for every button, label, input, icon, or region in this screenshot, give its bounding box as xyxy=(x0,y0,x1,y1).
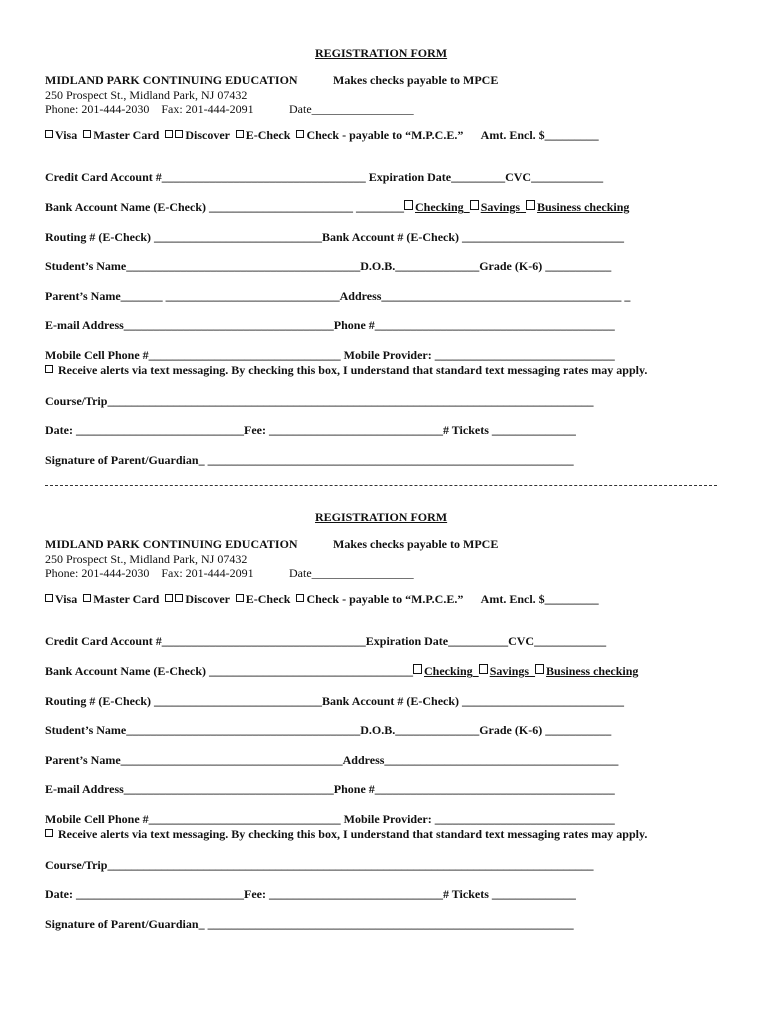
form-title: REGISTRATION FORM xyxy=(315,510,448,524)
mobile-field[interactable]: Mobile Cell Phone #________________________________ Mobile Provider: ______________________________ xyxy=(45,812,615,826)
discover-checkbox[interactable] xyxy=(165,594,173,602)
discover-checkbox-2[interactable] xyxy=(175,594,183,602)
master-card-label: Master Card xyxy=(93,128,160,142)
savings-label: Savings xyxy=(480,200,521,214)
amount-enclosed-field[interactable]: Amt. Encl. $_________ xyxy=(480,592,599,606)
business-checking-label: Business checking xyxy=(546,664,639,678)
student-field[interactable]: Student’s Name_______________________________________D.O.B.______________Grade (K-6) ___________ xyxy=(45,259,612,273)
date-field[interactable]: Date_________________ xyxy=(289,566,414,580)
cut-line-divider xyxy=(45,485,717,486)
echeck-label: E-Check xyxy=(245,128,291,142)
credit-card-field[interactable]: Credit Card Account #__________________________________ Expiration Date_________CVC____________ xyxy=(45,170,604,184)
discover-checkbox-2[interactable] xyxy=(175,130,183,138)
mobile-field[interactable]: Mobile Cell Phone #________________________________ Mobile Provider: ______________________________ xyxy=(45,348,615,362)
payment-method-row xyxy=(45,592,599,606)
savings-label: Savings xyxy=(489,664,530,678)
visa-checkbox[interactable] xyxy=(45,130,53,138)
amount-enclosed-field[interactable]: Amt. Encl. $_________ xyxy=(480,128,599,142)
date-fee-field[interactable]: Date: ____________________________Fee: _____________________________# Tickets ______________ xyxy=(45,423,576,437)
form-title: REGISTRATION FORM xyxy=(315,46,448,60)
check-label: Check - payable to “M.P.C.E.” xyxy=(306,128,464,142)
checking-checkbox[interactable] xyxy=(404,200,413,210)
payment-method-row xyxy=(45,128,599,142)
organization-name: MIDLAND PARK CONTINUING EDUCATION xyxy=(45,537,298,551)
master-card-checkbox[interactable] xyxy=(83,130,91,138)
echeck-checkbox[interactable] xyxy=(236,594,244,602)
text-alerts-checkbox[interactable] xyxy=(45,829,53,837)
date-fee-field[interactable]: Date: ____________________________Fee: _____________________________# Tickets ______________ xyxy=(45,887,576,901)
echeck-label: E-Check xyxy=(245,592,291,606)
text-alerts-row xyxy=(45,363,647,377)
check-checkbox[interactable] xyxy=(296,594,304,602)
organization-name: MIDLAND PARK CONTINUING EDUCATION xyxy=(45,73,298,87)
master-card-checkbox[interactable] xyxy=(83,594,91,602)
business-checking-checkbox[interactable] xyxy=(526,200,535,210)
discover-checkbox[interactable] xyxy=(165,130,173,138)
savings-checkbox[interactable] xyxy=(479,664,488,674)
phone-fax: Phone: 201-444-2030 Fax: 201-444-2091 xyxy=(45,102,254,116)
course-field[interactable]: Course/Trip_________________________________________________________________________________ xyxy=(45,858,594,872)
bank-account-row xyxy=(45,664,638,678)
text-alerts-label: Receive alerts via text messaging. By checking this box, I understand that standard text messaging rates may apply. xyxy=(58,827,648,841)
checking-checkbox[interactable] xyxy=(413,664,422,674)
email-field[interactable]: E-mail Address___________________________________Phone #________________________________________ xyxy=(45,782,615,796)
discover-label: Discover xyxy=(185,128,230,142)
bank-account-row xyxy=(45,200,629,214)
email-field[interactable]: E-mail Address___________________________________Phone #________________________________________ xyxy=(45,318,615,332)
payable-note: Makes checks payable to MPCE xyxy=(333,73,499,87)
date-field[interactable]: Date_________________ xyxy=(289,102,414,116)
visa-label: Visa xyxy=(55,592,78,606)
course-field[interactable]: Course/Trip_________________________________________________________________________________ xyxy=(45,394,594,408)
phone-fax: Phone: 201-444-2030 Fax: 201-444-2091 xyxy=(45,566,254,580)
text-alerts-row xyxy=(45,827,647,841)
echeck-checkbox[interactable] xyxy=(236,130,244,138)
bank-account-name-field[interactable]: Bank Account Name (E-Check) ________________________ ________ xyxy=(45,200,404,214)
business-checking-label: Business checking xyxy=(537,200,630,214)
signature-field[interactable]: Signature of Parent/Guardian_ _____________________________________________________________ xyxy=(45,453,574,467)
business-checking-checkbox[interactable] xyxy=(535,664,544,674)
check-checkbox[interactable] xyxy=(296,130,304,138)
checking-label: Checking xyxy=(415,200,464,214)
routing-field[interactable]: Routing # (E-Check) ____________________________Bank Account # (E-Check) ___________________________ xyxy=(45,230,625,244)
routing-field[interactable]: Routing # (E-Check) ____________________________Bank Account # (E-Check) ___________________________ xyxy=(45,694,625,708)
discover-label: Discover xyxy=(185,592,230,606)
bank-account-name-field[interactable]: Bank Account Name (E-Check) __________________________________ xyxy=(45,664,413,678)
checking-label: Checking xyxy=(424,664,473,678)
visa-checkbox[interactable] xyxy=(45,594,53,602)
parent-field[interactable]: Parent’s Name_____________________________________Address_______________________________________ xyxy=(45,753,619,767)
student-field[interactable]: Student’s Name_______________________________________D.O.B.______________Grade (K-6) ___________ xyxy=(45,723,612,737)
payable-note: Makes checks payable to MPCE xyxy=(333,537,499,551)
address: 250 Prospect St., Midland Park, NJ 07432 xyxy=(45,552,248,566)
text-alerts-label: Receive alerts via text messaging. By checking this box, I understand that standard text messaging rates may apply. xyxy=(58,363,648,377)
visa-label: Visa xyxy=(55,128,78,142)
parent-field[interactable]: Parent’s Name_______ _____________________________Address________________________________________ _ xyxy=(45,289,631,303)
text-alerts-checkbox[interactable] xyxy=(45,365,53,373)
address: 250 Prospect St., Midland Park, NJ 07432 xyxy=(45,88,248,102)
check-label: Check - payable to “M.P.C.E.” xyxy=(306,592,464,606)
credit-card-field[interactable]: Credit Card Account #__________________________________Expiration Date__________CVC____________ xyxy=(45,634,607,648)
signature-field[interactable]: Signature of Parent/Guardian_ _____________________________________________________________ xyxy=(45,917,574,931)
savings-checkbox[interactable] xyxy=(470,200,479,210)
master-card-label: Master Card xyxy=(93,592,160,606)
